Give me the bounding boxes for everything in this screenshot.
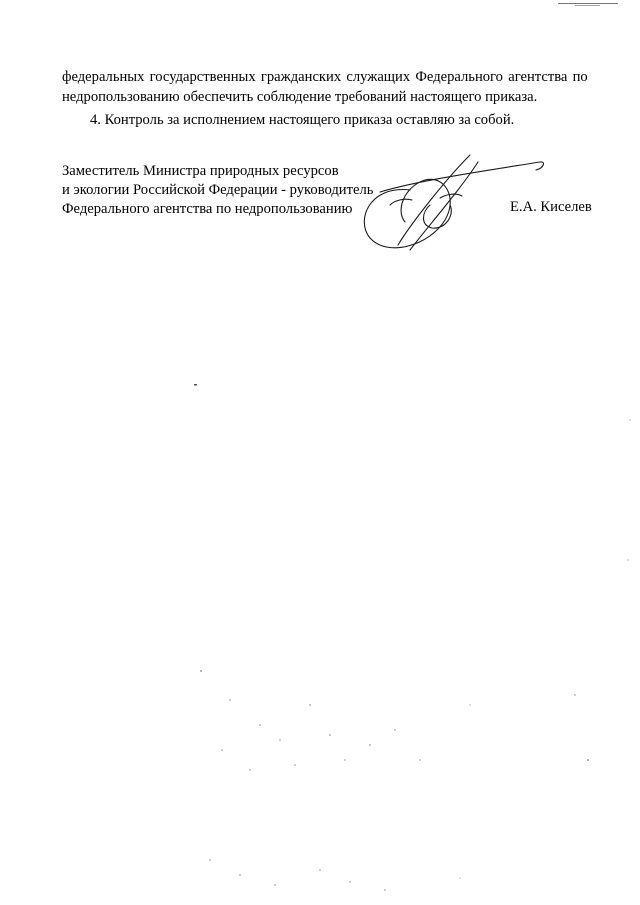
paragraph-line: недропользованию обеспечить соблюдение требований настоящего приказа. [62, 89, 538, 105]
signer-position [62, 162, 373, 219]
position-line: Заместитель Министра природных ресурсов [62, 163, 339, 179]
scan-edge-mark [575, 5, 600, 6]
position-line: Федерального агентства по недропользованию [62, 201, 353, 217]
numbered-item-4: 4. Контроль за исполнением настоящего приказа оставляю за собой. [90, 112, 515, 128]
paragraph-line: федеральных государственных гражданских служащих Федерального агентства по [62, 69, 588, 85]
position-line: и экологии Российской Федерации - руководитель [62, 182, 374, 198]
scan-edge-mark [558, 3, 618, 4]
signer-name: Е.А. Киселев [510, 199, 592, 215]
